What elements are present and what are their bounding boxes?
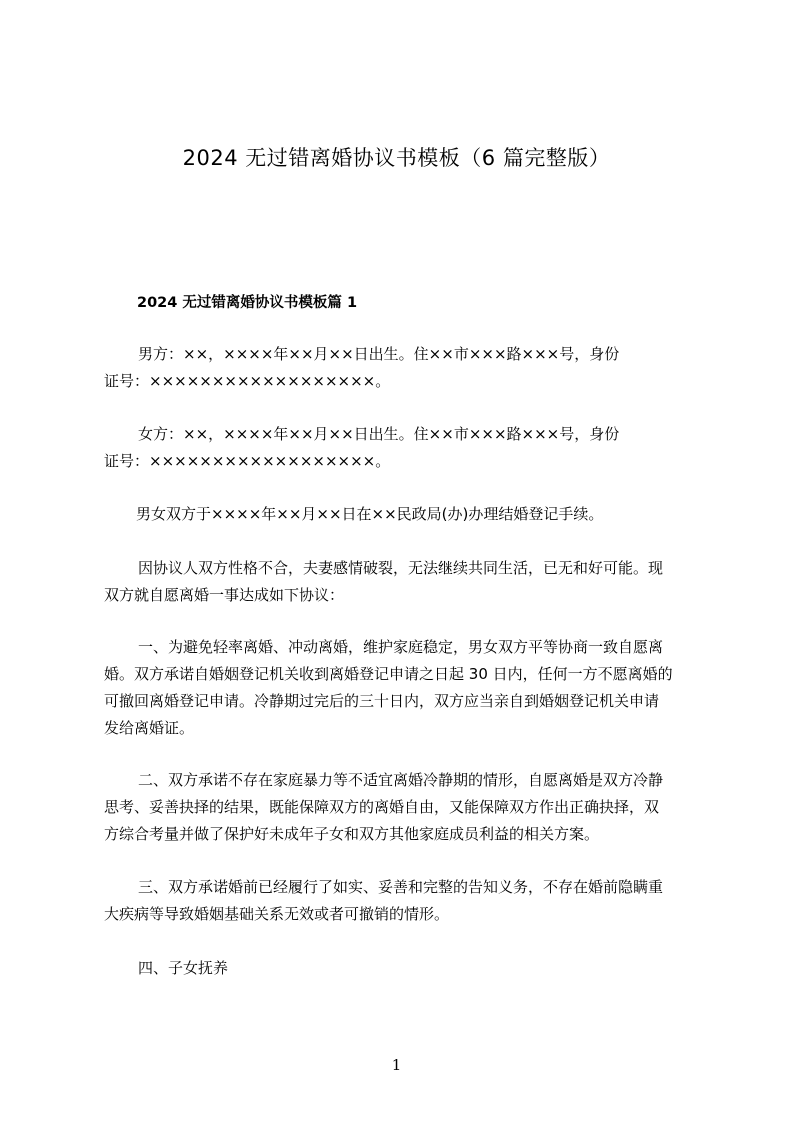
paragraph-divorce-reason: [104, 555, 700, 609]
paragraph-line: 一、为避免轻率离婚、冲动离婚，维护家庭稳定，男女双方平等协商一致自愿离: [138, 638, 664, 656]
paragraph-line: 大疾病等导致婚姻基础关系无效或者可撤销的情形。: [104, 905, 450, 923]
paragraph-husband: [104, 341, 700, 395]
paragraph-line: 可撤回离婚登记申请。冷静期过完后的三十日内，双方应当亲自到婚姻登记机关申请: [104, 692, 660, 710]
paragraph-line: 女方：××，××××年××月××日出生。住××市×××路×××号，身份: [138, 425, 620, 443]
paragraph-line: 发给离婚证。: [104, 719, 195, 737]
paragraph-line: 因协议人双方性格不合，夫妻感情破裂，无法继续共同生活，已无和好可能。现: [138, 559, 664, 577]
document-title: 2024 无过错离婚协议书模板（6 篇完整版）: [182, 146, 611, 170]
paragraph-line: 四、子女抚养: [138, 959, 229, 977]
paragraph-line: 男方：××，××××年××月××日出生。住××市×××路×××号，身份: [138, 345, 620, 363]
paragraph-clause-3: [104, 874, 700, 928]
paragraph-line: 男女双方于××××年××月××日在××民政局(办)办理结婚登记手续。: [136, 505, 604, 523]
paragraph-line: 证号：××××××××××××××××××。: [104, 452, 391, 470]
paragraph-clause-4-heading: [104, 955, 700, 982]
section-heading: 2024 无过错离婚协议书模板篇 1: [137, 295, 358, 311]
paragraph-marriage-registration: [104, 501, 700, 528]
page-number: 1: [391, 1056, 402, 1074]
paragraph-wife: [104, 421, 700, 475]
paragraph-line: 方综合考量并做了保护好未成年子女和双方其他家庭成员利益的相关方案。: [104, 825, 600, 843]
paragraph-line: 二、双方承诺不存在家庭暴力等不适宜离婚冷静期的情形，自愿离婚是双方冷静: [138, 771, 664, 789]
paragraph-line: 婚。双方承诺自婚姻登记机关收到离婚登记申请之日起 30 日内，任何一方不愿离婚的: [104, 665, 673, 683]
paragraph-line: 三、双方承诺婚前已经履行了如实、妥善和完整的告知义务，不存在婚前隐瞒重: [138, 878, 664, 896]
paragraph-clause-2: [104, 767, 700, 848]
paragraph-line: 思考、妥善抉择的结果，既能保障双方的离婚自由，又能保障双方作出正确抉择，双: [104, 798, 660, 816]
paragraph-line: 双方就自愿离婚一事达成如下协议：: [104, 586, 345, 604]
paragraph-clause-1: [104, 634, 700, 742]
paragraph-line: 证号：××××××××××××××××××。: [104, 372, 391, 390]
